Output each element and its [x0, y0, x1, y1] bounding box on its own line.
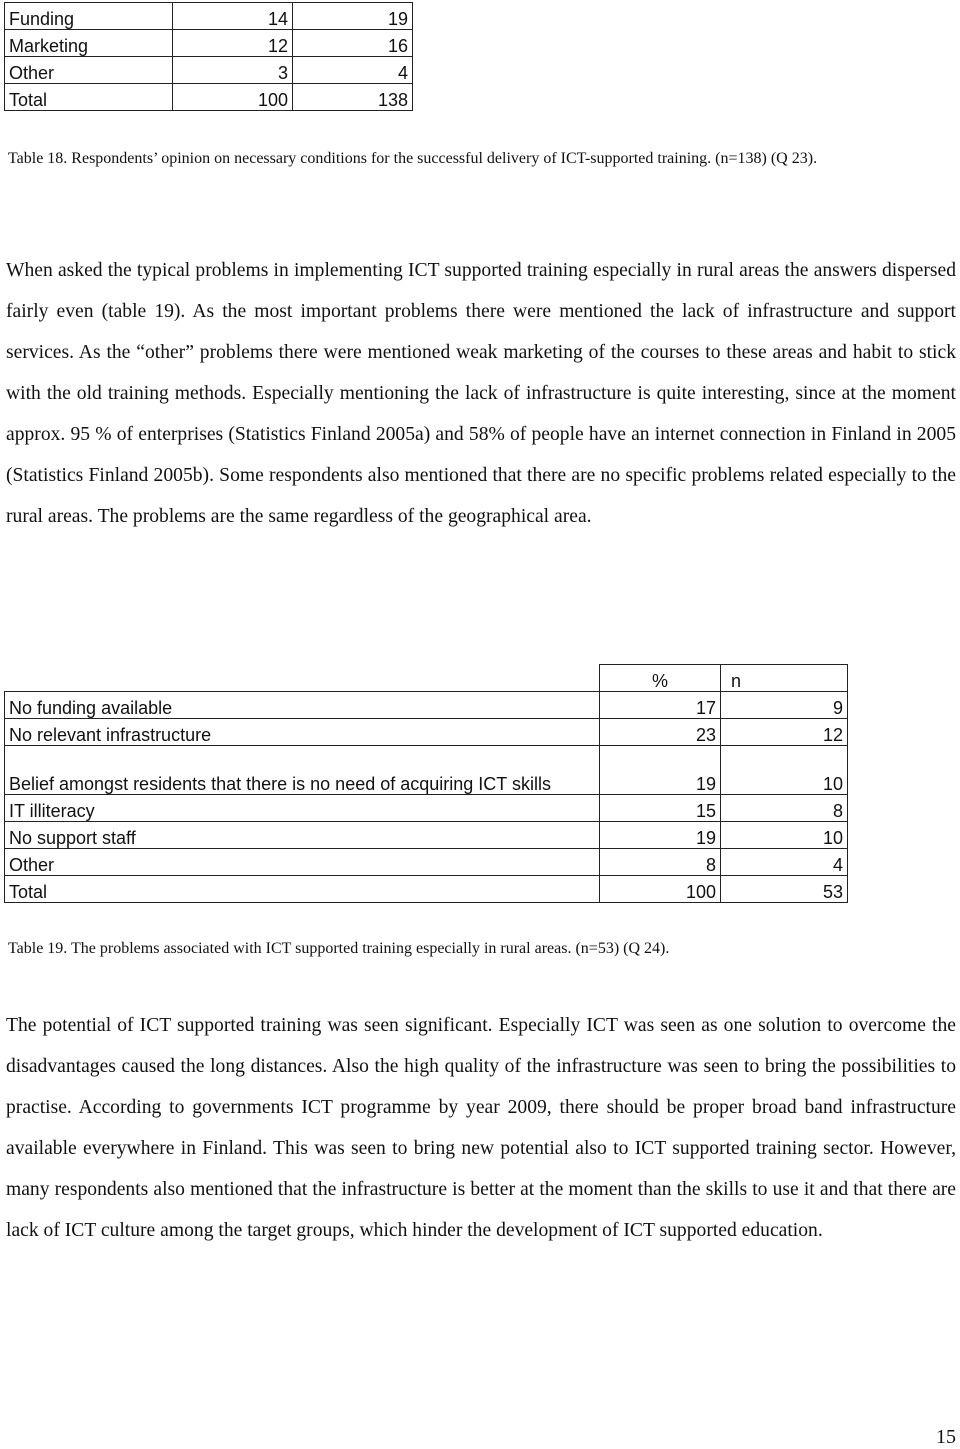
row-count: 4 [293, 57, 413, 84]
row-count: 4 [721, 849, 848, 876]
row-count: 12 [721, 719, 848, 746]
row-percent: 100 [600, 876, 721, 903]
row-label: Total [5, 876, 600, 903]
row-percent: 17 [600, 692, 721, 719]
row-percent: 14 [173, 3, 293, 30]
table-row [5, 84, 413, 111]
row-count: 138 [293, 84, 413, 111]
table-18-partial [4, 2, 413, 111]
header-count: n [721, 665, 848, 692]
row-label: Other [5, 849, 600, 876]
page-number: 15 [936, 1426, 956, 1448]
table-row [5, 849, 848, 876]
row-percent: 19 [600, 746, 721, 795]
table-row [5, 692, 848, 719]
table-row [5, 822, 848, 849]
row-count: 16 [293, 30, 413, 57]
row-label: Marketing [5, 30, 173, 57]
table-row [5, 795, 848, 822]
table-header-row [5, 665, 848, 692]
body-paragraph-1: When asked the typical problems in implementing ICT supported training especially in rural areas the answers dispersed fairly even (table 19). As the most important problems there were mentioned the lack of infrastructure and support services. As the “other” problems there were mentioned weak marketing of the courses to these areas and habit to stick with the old training methods. Especially mentioning the lack of infrastructure is quite interesting, since at the moment approx. 95 % of enterprises (Statistics Finland 2005a) and 58% of people have an internet connection in Finland in 2005 (Statistics Finland 2005b). Some respondents also mentioned that there are no specific problems related especially to the rural areas. The problems are the same regardless of the geographical area. [6, 260, 956, 527]
row-percent: 3 [173, 57, 293, 84]
row-count: 10 [721, 822, 848, 849]
row-percent: 19 [600, 822, 721, 849]
row-label: Funding [5, 3, 173, 30]
row-count: 53 [721, 876, 848, 903]
row-count: 9 [721, 692, 848, 719]
table-row [5, 57, 413, 84]
table-row [5, 746, 848, 795]
row-count: 10 [721, 746, 848, 795]
table-row [5, 719, 848, 746]
row-label: No funding available [5, 692, 600, 719]
row-label: Belief amongst residents that there is no need of acquiring ICT skills [5, 746, 600, 795]
row-percent: 100 [173, 84, 293, 111]
row-label: No relevant infrastructure [5, 719, 600, 746]
table-18-caption: Table 18. Respondents’ opinion on necessary conditions for the successful delivery of ICT-supported training. (n=138) (Q 23). [8, 150, 818, 167]
row-percent: 15 [600, 795, 721, 822]
row-label: IT illiteracy [5, 795, 600, 822]
row-percent: 8 [600, 849, 721, 876]
table-row [5, 3, 413, 30]
row-label: No support staff [5, 822, 600, 849]
table-19-caption: Table 19. The problems associated with ICT supported training especially in rural areas. (n=53) (Q 24). [8, 940, 670, 957]
row-label: Total [5, 84, 173, 111]
row-count: 19 [293, 3, 413, 30]
row-percent: 23 [600, 719, 721, 746]
body-paragraph-2: The potential of ICT supported training was seen significant. Especially ICT was seen as one solution to overcome the disadvantages caused the long distances. Also the high quality of the infrastructure was seen to bring the possibilities to practise. According to governments ICT programme by year 2009, there should be proper broad band infrastructure available everywhere in Finland. This was seen to bring new potential also to ICT supported training sector. However, many respondents also mentioned that the infrastructure is better at the moment than the skills to use it and that there are lack of ICT culture among the target groups, which hinder the development of ICT supported education. [6, 1015, 956, 1241]
row-label: Other [5, 57, 173, 84]
table-row [5, 876, 848, 903]
row-percent: 12 [173, 30, 293, 57]
header-blank-cell [5, 665, 600, 692]
table-19 [4, 664, 848, 903]
header-percent: % [600, 665, 721, 692]
table-row [5, 30, 413, 57]
row-count: 8 [721, 795, 848, 822]
